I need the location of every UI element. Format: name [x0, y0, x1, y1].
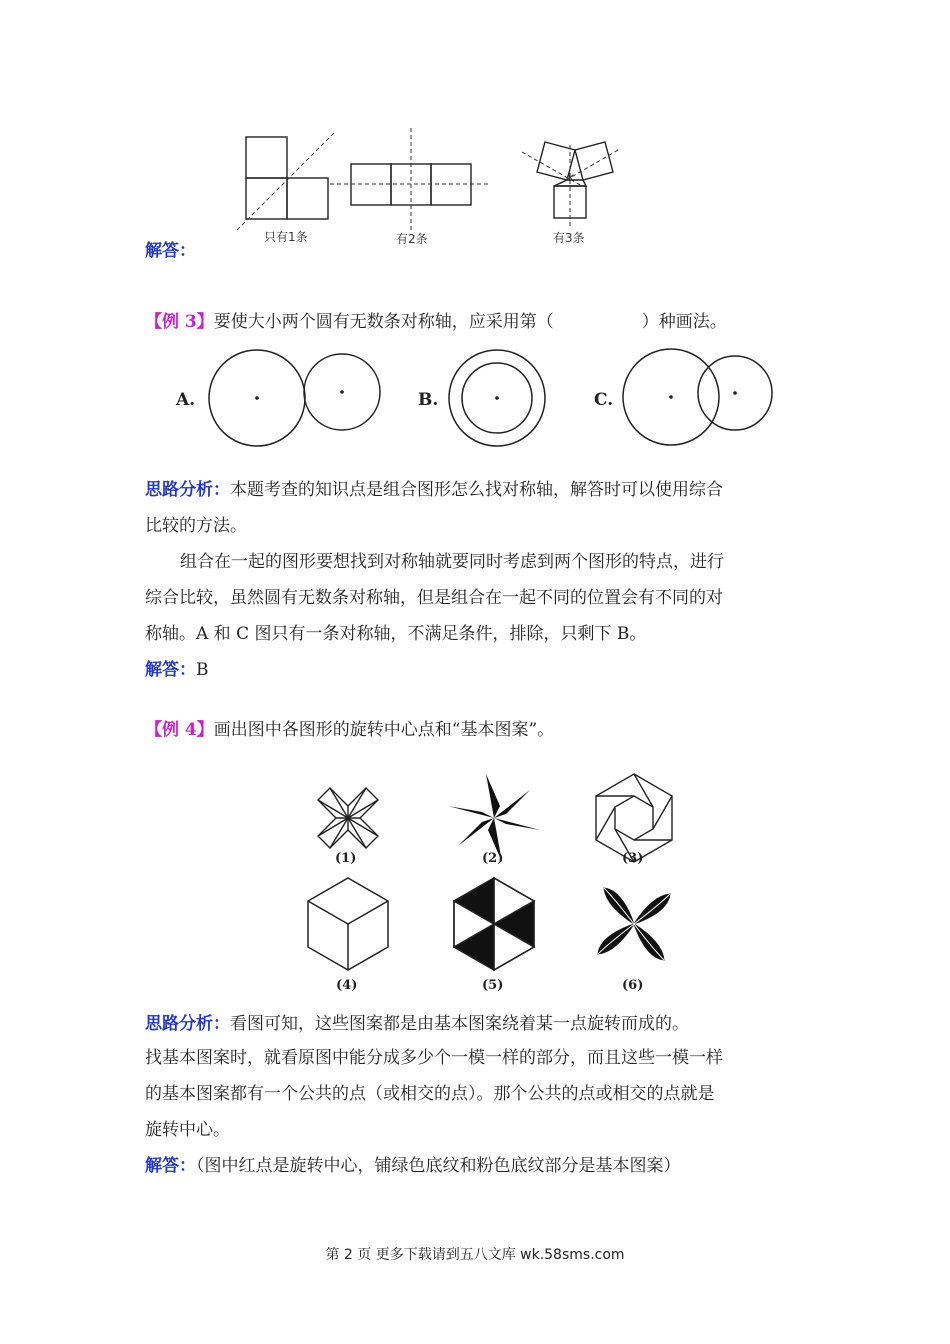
answer-text: （图中红点是旋转中心，铺绿色底纹和粉色底纹部分是基本图案） — [196, 1156, 681, 1176]
caption-two: 有2条 — [396, 232, 428, 246]
caption-only-one: 只有1条 — [264, 230, 308, 244]
figure-label-2: (2) — [482, 851, 504, 866]
example4-para-line1: 找基本图案时，就看原图中能分成多少个一模一样的部分，而且这些一模一样 — [145, 1048, 723, 1068]
answer-value: B — [196, 660, 209, 680]
figure-5-hexagon-triangles — [454, 878, 534, 970]
example3-para-line3: 称轴。A 和 C 图只有一条对称轴，不满足条件，排除，只剩下 B。 — [145, 624, 647, 644]
example3-para-line1: 组合在一起的图形要想找到对称轴就要同时考虑到两个图形的特点，进行 — [180, 552, 724, 572]
example4-answer — [145, 1154, 681, 1178]
figure-2-pinwheel — [448, 774, 540, 862]
figure-4-cube — [308, 878, 388, 970]
symmetry-figure-top — [0, 0, 950, 260]
l-shape-square-bottom — [246, 178, 287, 219]
example4-question-text: 画出图中各图形的旋转中心点和“基本图案”。 — [213, 720, 555, 740]
example3-question-before: 要使大小两个圆有无数条对称轴，应采用第（ — [213, 312, 554, 332]
example3-question — [145, 310, 727, 334]
example4-question — [145, 718, 554, 742]
example3-analysis-line2: 比较的方法。 — [145, 516, 247, 536]
figure-label-4: (4) — [336, 978, 358, 993]
figure-label-1: (1) — [335, 851, 357, 866]
svg-text:K: K — [568, 174, 574, 184]
example3-analysis-line1: 思路分析：本题考查的知识点是组合图形怎么找对称轴，解答时可以使用综合 — [145, 480, 723, 500]
figure-1-arrow-cross — [318, 788, 378, 848]
page-footer: 第 2 页 更多下载请到五八文库 wk.58sms.com — [325, 1247, 625, 1263]
example3-tag: 【例 3】 — [145, 312, 214, 332]
option-a-label: A. — [176, 390, 196, 410]
example4-para-line3: 旋转中心。 — [145, 1120, 230, 1140]
example4-tag: 【例 4】 — [145, 720, 214, 740]
answer-label-2: 解答： — [145, 1156, 196, 1176]
option-b-label: B. — [418, 390, 439, 410]
analysis-label-2: 思路分析： — [145, 1014, 230, 1034]
l-shape-square-right — [287, 178, 328, 219]
caption-three: 有3条 — [553, 231, 585, 245]
circles-figure — [0, 340, 950, 460]
example4-analysis-line1: 思路分析：看图可知，这些图案都是由基本图案绕着某一点旋转而成的。 — [145, 1014, 689, 1034]
example3-answer — [145, 658, 209, 682]
l-shape-square-top — [246, 137, 287, 178]
example3-para-line2: 综合比较，虽然圆有无数条对称轴，但是组合在一起不同的位置会有不同的对 — [145, 588, 723, 608]
figure-label-3: (3) — [622, 851, 644, 866]
example4-para-line2: 的基本图案都有一个公共的点（或相交的点）。那个公共的点或相交的点就是 — [145, 1084, 715, 1104]
example3-question-after: ）种画法。 — [641, 312, 727, 332]
figure-6-petals — [598, 888, 670, 960]
rotation-figures — [0, 760, 950, 1020]
figure-label-6: (6) — [622, 978, 644, 993]
figure-label-5: (5) — [482, 978, 504, 993]
analysis-label: 思路分析： — [145, 480, 230, 500]
option-c-label: C. — [594, 390, 614, 410]
figure-3-hexagon-pattern — [596, 774, 672, 862]
answer-label: 解答： — [145, 660, 196, 680]
answer-label-top: 解答： — [145, 241, 196, 261]
